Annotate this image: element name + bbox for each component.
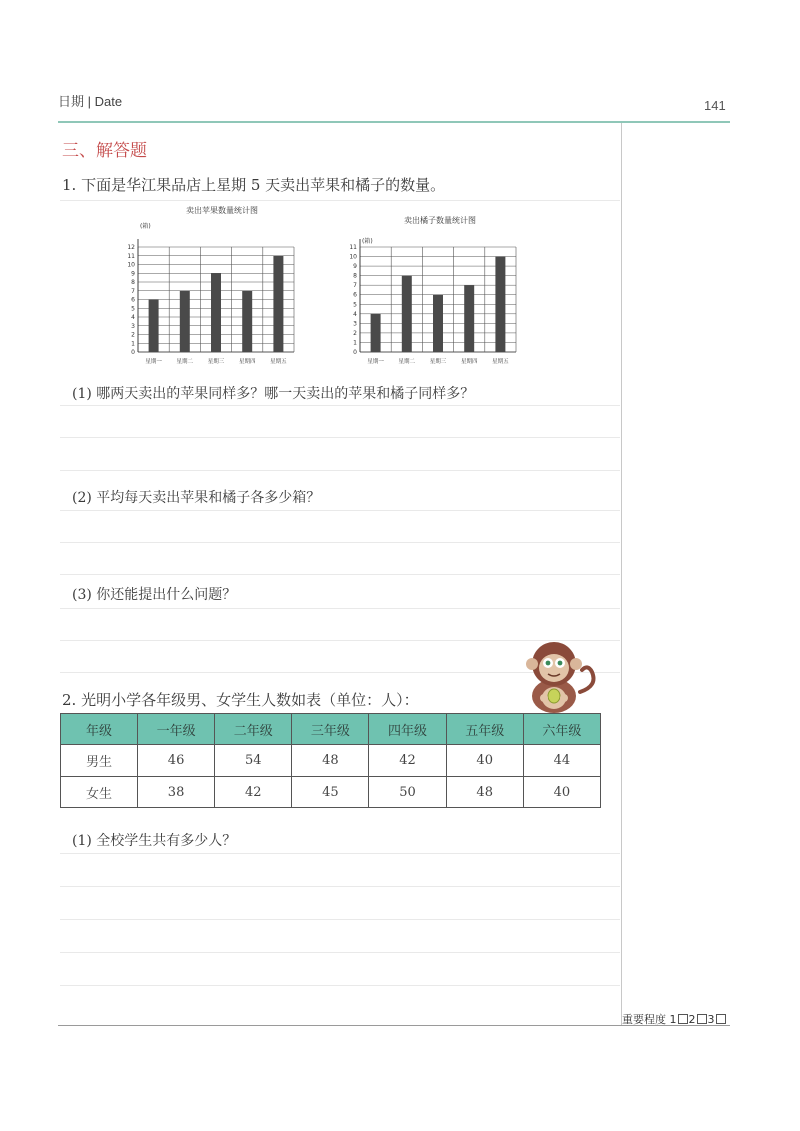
chart-title: 卖出苹果数量统计图 bbox=[186, 206, 258, 215]
bar bbox=[149, 300, 159, 353]
table-header-row bbox=[61, 714, 601, 745]
bar bbox=[402, 276, 412, 352]
y-tick-label: 11 bbox=[127, 252, 135, 260]
monkey-mascot-icon bbox=[518, 636, 600, 716]
y-tick-label: 11 bbox=[349, 244, 357, 251]
x-tick-label: 星期二 bbox=[176, 359, 194, 365]
table-cell: 40 bbox=[523, 777, 600, 808]
bar bbox=[242, 291, 252, 352]
y-tick-label: 4 bbox=[353, 310, 357, 318]
y-axis-label: (箱) bbox=[140, 223, 151, 230]
table-cell: 46 bbox=[138, 745, 215, 777]
chart-title: 卖出橘子数量统计图 bbox=[404, 216, 476, 225]
y-tick-label: 6 bbox=[353, 291, 357, 299]
table-header-cell: 二年级 bbox=[215, 714, 292, 745]
checkbox-icon[interactable] bbox=[678, 1014, 688, 1024]
y-tick-label: 4 bbox=[131, 314, 135, 321]
ruled-line bbox=[60, 608, 620, 609]
ruled-line bbox=[60, 574, 620, 575]
apple-sales-chart bbox=[118, 200, 304, 370]
importance-label: 重要程度 bbox=[622, 1013, 666, 1026]
x-tick-label: 星期五 bbox=[492, 359, 509, 365]
importance-level-3: 3 bbox=[707, 1013, 715, 1026]
y-tick-label: 1 bbox=[131, 340, 135, 348]
y-tick-label: 7 bbox=[353, 282, 357, 290]
table-cell: 50 bbox=[369, 777, 446, 808]
table-cell: 48 bbox=[292, 745, 369, 777]
question-1-1: (1) 哪两天卖出的苹果同样多？哪一天卖出的苹果和橘子同样多？ bbox=[72, 386, 475, 402]
table-cell: 42 bbox=[369, 745, 446, 777]
ruled-line bbox=[60, 405, 620, 406]
table-cell: 48 bbox=[446, 777, 523, 808]
x-tick-label: 星期五 bbox=[270, 359, 287, 365]
y-tick-label: 3 bbox=[353, 320, 357, 328]
table-cell: 38 bbox=[138, 777, 215, 808]
question-1: 1. 下面是华江果品店上星期 5 天卖出苹果和橘子的数量。 bbox=[62, 176, 446, 194]
y-tick-label: 8 bbox=[131, 279, 135, 286]
question-2-1: (1) 全校学生共有多少人？ bbox=[72, 833, 237, 849]
table-cell: 男生 bbox=[61, 745, 138, 777]
ruled-line bbox=[60, 470, 620, 471]
x-tick-label: 星期三 bbox=[207, 359, 225, 365]
y-tick-label: 8 bbox=[353, 272, 357, 280]
question-2: 2. 光明小学各年级男、女学生人数如表（单位：人）： bbox=[62, 691, 419, 709]
checkbox-icon[interactable] bbox=[697, 1014, 707, 1024]
table-header-cell: 六年级 bbox=[523, 714, 600, 745]
table-header-cell: 三年级 bbox=[292, 714, 369, 745]
ruled-line bbox=[60, 919, 620, 920]
margin-rule bbox=[621, 123, 622, 1026]
x-tick-label: 星期四 bbox=[460, 359, 478, 365]
y-tick-label: 2 bbox=[353, 329, 357, 337]
section-title: 三、解答题 bbox=[62, 141, 147, 161]
question-1-3: (3) 你还能提出什么问题？ bbox=[72, 587, 237, 603]
bar bbox=[273, 256, 283, 352]
table-row bbox=[61, 745, 601, 777]
header-rule bbox=[58, 121, 730, 123]
y-tick-label: 9 bbox=[353, 263, 357, 271]
y-tick-label: 1 bbox=[353, 339, 357, 347]
table-cell: 40 bbox=[446, 745, 523, 777]
y-tick-label: 7 bbox=[131, 287, 135, 295]
table-header-cell: 四年级 bbox=[369, 714, 446, 745]
x-tick-label: 星期一 bbox=[367, 359, 384, 365]
bar bbox=[433, 295, 443, 352]
table-cell: 45 bbox=[292, 777, 369, 808]
x-tick-label: 星期一 bbox=[145, 359, 162, 365]
table-cell: 女生 bbox=[61, 777, 138, 808]
bar bbox=[371, 314, 381, 352]
ruled-line bbox=[60, 510, 620, 511]
y-tick-label: 3 bbox=[131, 322, 135, 330]
y-tick-label: 2 bbox=[131, 331, 135, 339]
table-cell: 44 bbox=[523, 745, 600, 777]
importance-level-1: 1 bbox=[669, 1013, 677, 1026]
date-label: 日期 | Date bbox=[58, 94, 123, 109]
bar bbox=[464, 285, 474, 352]
y-tick-label: 9 bbox=[131, 270, 135, 278]
ruled-line bbox=[60, 853, 620, 854]
orange-sales-chart bbox=[340, 210, 526, 370]
student-count-table bbox=[60, 713, 601, 808]
table-header-cell: 年级 bbox=[61, 714, 138, 745]
importance-rating bbox=[622, 1011, 727, 1027]
y-tick-label: 12 bbox=[127, 244, 135, 251]
checkbox-icon[interactable] bbox=[716, 1014, 726, 1024]
importance-level-2: 2 bbox=[688, 1013, 696, 1026]
bar bbox=[495, 257, 505, 352]
y-axis-label: (箱) bbox=[362, 238, 373, 245]
x-tick-label: 星期四 bbox=[238, 359, 256, 365]
y-tick-label: 0 bbox=[353, 349, 357, 356]
y-tick-label: 10 bbox=[127, 261, 135, 269]
table-row bbox=[61, 777, 601, 808]
table-cell: 42 bbox=[215, 777, 292, 808]
bar bbox=[211, 273, 221, 352]
x-tick-label: 星期二 bbox=[398, 359, 416, 365]
page-number: 141 bbox=[704, 98, 726, 113]
x-tick-label: 星期三 bbox=[429, 359, 447, 365]
y-tick-label: 10 bbox=[349, 253, 357, 261]
ruled-line bbox=[60, 886, 620, 887]
y-tick-label: 5 bbox=[353, 301, 357, 309]
bar bbox=[180, 291, 190, 352]
table-cell: 54 bbox=[215, 745, 292, 777]
y-tick-label: 5 bbox=[131, 305, 135, 313]
ruled-line bbox=[60, 437, 620, 438]
ruled-line bbox=[60, 985, 620, 986]
ruled-line bbox=[60, 952, 620, 953]
table-header-cell: 五年级 bbox=[446, 714, 523, 745]
y-tick-label: 6 bbox=[131, 296, 135, 304]
ruled-line bbox=[60, 542, 620, 543]
question-1-2: (2) 平均每天卖出苹果和橘子各多少箱？ bbox=[72, 490, 321, 506]
y-tick-label: 0 bbox=[131, 349, 135, 356]
table-header-cell: 一年级 bbox=[138, 714, 215, 745]
